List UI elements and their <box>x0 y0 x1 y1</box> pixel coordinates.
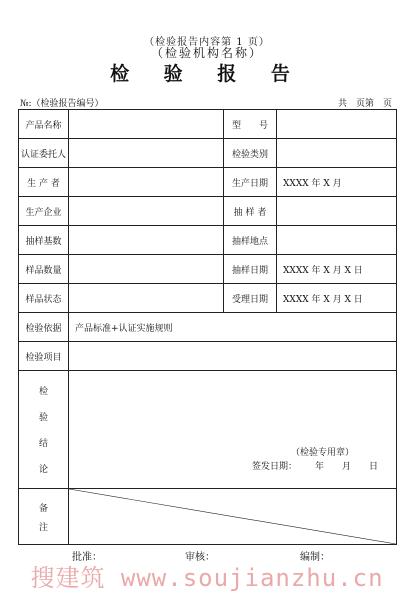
items-value[interactable] <box>69 342 397 371</box>
sample-base-label: 抽样基数 <box>19 226 69 255</box>
sample-state-value[interactable] <box>69 284 224 313</box>
preparer-label: 编制： <box>300 552 330 563</box>
institution-name: （检验机构名称） <box>150 46 263 60</box>
manufacturer-value[interactable] <box>69 197 224 226</box>
conclusion-row <box>19 371 397 489</box>
table-row <box>19 255 397 284</box>
receive-date-value[interactable]: XXXX 年 X 月 X 日 <box>277 284 397 313</box>
remark-char: 注 <box>38 522 48 533</box>
page-count: 共 页第 页 <box>337 99 392 109</box>
production-date-value[interactable]: XXXX 年 X 月 <box>277 168 397 197</box>
remark-label <box>19 489 69 545</box>
remark-diagonal-line <box>69 489 396 544</box>
sampler-label: 抽 样 者 <box>224 197 277 226</box>
sample-state-label: 样品状态 <box>19 284 69 313</box>
approver-label: 批准： <box>72 552 102 563</box>
conclusion-char: 论 <box>38 465 48 476</box>
remark-char: 备 <box>38 503 48 514</box>
table-row <box>19 197 397 226</box>
remark-row <box>19 489 397 545</box>
producer-value[interactable] <box>69 168 224 197</box>
site-watermark: 搜建筑 www.soujianzhu.cn <box>30 564 384 592</box>
client-label: 认证委托人 <box>19 139 69 168</box>
sample-date-value[interactable]: XXXX 年 X 月 X 日 <box>277 255 397 284</box>
issue-date <box>252 459 378 472</box>
report-title: 检 验 报 告 <box>110 63 304 85</box>
sample-date-label: 抽样日期 <box>224 255 277 284</box>
table-row <box>19 342 397 371</box>
conclusion-char: 验 <box>38 412 48 423</box>
basis-value[interactable]: 产品标准+认证实施规则 <box>69 313 397 342</box>
sample-qty-value[interactable] <box>69 255 224 284</box>
conclusion-content[interactable] <box>69 371 397 489</box>
conclusion-label <box>19 371 69 489</box>
test-type-value[interactable] <box>277 139 397 168</box>
report-form-table <box>18 109 397 545</box>
product-name-label: 产品名称 <box>19 110 69 139</box>
client-value[interactable] <box>69 139 224 168</box>
remark-content[interactable] <box>69 489 397 545</box>
sample-place-label: 抽样地点 <box>224 226 277 255</box>
report-number: №:（检验报告编号） <box>20 99 104 109</box>
conclusion-char: 结 <box>38 439 48 450</box>
product-name-value[interactable] <box>69 110 224 139</box>
inspection-seal-text: （检验专用章） <box>290 448 354 458</box>
table-row <box>19 110 397 139</box>
table-row <box>19 139 397 168</box>
basis-label: 检验依据 <box>19 313 69 342</box>
producer-label: 生 产 者 <box>19 168 69 197</box>
receive-date-label: 受理日期 <box>224 284 277 313</box>
manufacturer-label: 生产企业 <box>19 197 69 226</box>
table-row <box>19 284 397 313</box>
table-row <box>19 313 397 342</box>
conclusion-char: 检 <box>38 386 48 397</box>
items-label: 检验项目 <box>19 342 69 371</box>
issue-date-label: 签发日期： <box>251 462 297 472</box>
sample-base-value[interactable] <box>69 226 224 255</box>
model-label: 型 号 <box>224 110 277 139</box>
model-value[interactable] <box>277 110 397 139</box>
test-type-label: 检验类别 <box>224 139 277 168</box>
sampler-value[interactable] <box>277 197 397 226</box>
reviewer-label: 审核： <box>185 552 215 563</box>
sample-qty-label: 样品数量 <box>19 255 69 284</box>
table-row <box>19 226 397 255</box>
issue-date-value: 年 月 日 <box>314 462 378 472</box>
table-row <box>19 168 397 197</box>
sample-place-value[interactable] <box>277 226 397 255</box>
production-date-label: 生产日期 <box>224 168 277 197</box>
page-content-note: （检验报告内容第 1 页） <box>144 37 270 48</box>
